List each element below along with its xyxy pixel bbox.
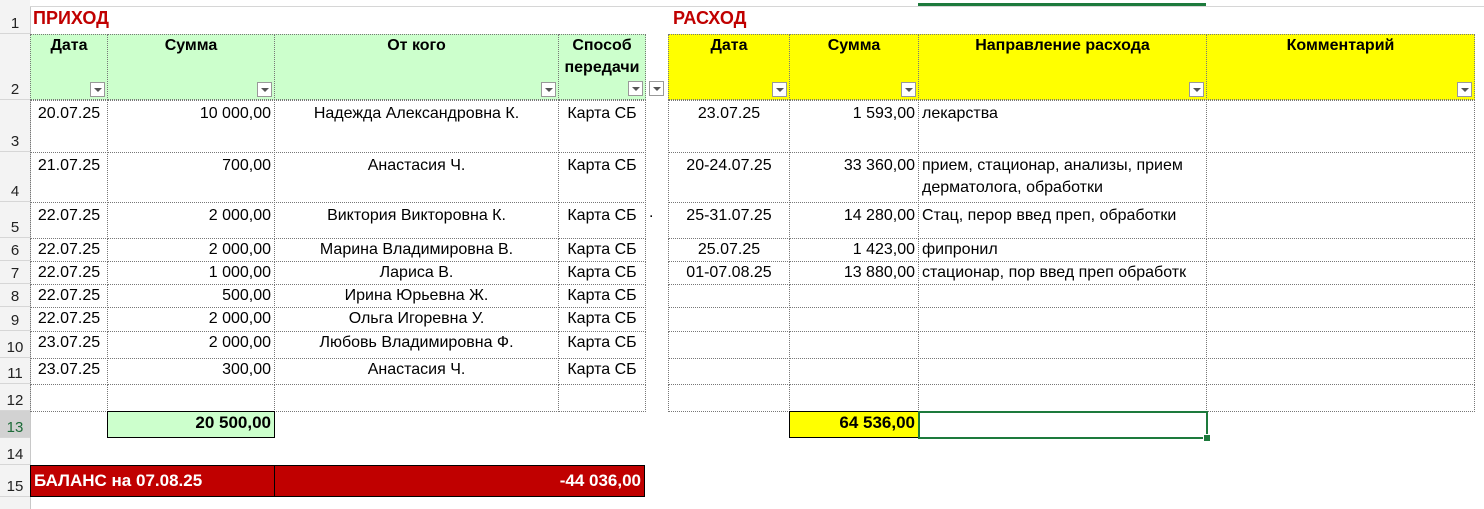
empty-cell[interactable] — [789, 358, 919, 385]
empty-cell[interactable] — [789, 307, 919, 332]
income-from-cell[interactable]: Виктория Викторовна К. — [274, 202, 559, 239]
row-number[interactable]: 5 — [0, 202, 30, 238]
row-number[interactable]: 8 — [0, 284, 30, 307]
expense-comment-cell[interactable] — [1206, 238, 1475, 262]
row-number[interactable]: 12 — [0, 384, 30, 411]
row-number[interactable]: 1 — [0, 6, 30, 34]
expense-comment-cell[interactable] — [1206, 261, 1475, 285]
empty-cell[interactable] — [668, 358, 790, 385]
empty-cell[interactable] — [1206, 384, 1475, 412]
income-from-cell[interactable]: Анастасия Ч. — [274, 152, 559, 203]
income-title: ПРИХОД — [33, 8, 110, 28]
income-date-cell[interactable]: 23.07.25 — [30, 331, 108, 359]
income-method-cell[interactable]: Карта СБ — [558, 307, 646, 332]
income-total-cell[interactable]: 20 500,00 — [107, 411, 275, 438]
income-date-cell[interactable]: 23.07.25 — [30, 358, 108, 385]
expense-header-sum[interactable]: Сумма — [789, 34, 919, 100]
filter-dropdown-icon[interactable] — [901, 82, 916, 97]
stray-mark: . — [649, 204, 654, 221]
income-method-cell[interactable]: Карта СБ — [558, 358, 646, 385]
row-number[interactable]: 11 — [0, 358, 30, 384]
income-date-cell[interactable]: 22.07.25 — [30, 307, 108, 332]
expense-date-cell[interactable]: 23.07.25 — [668, 100, 790, 153]
income-method-cell[interactable]: Карта СБ — [558, 261, 646, 285]
income-date-cell[interactable]: 22.07.25 — [30, 284, 108, 308]
income-from-cell[interactable]: Ольга Игоревна У. — [274, 307, 559, 332]
income-sum-cell[interactable]: 2 000,00 — [107, 202, 275, 239]
filter-dropdown-icon[interactable] — [541, 82, 556, 97]
expense-direction-cell[interactable]: стационар, пор введ преп обработк — [918, 261, 1207, 285]
empty-cell[interactable] — [107, 384, 275, 412]
empty-cell[interactable] — [274, 384, 559, 412]
income-method-cell[interactable]: Карта СБ — [558, 100, 646, 153]
expense-direction-cell[interactable]: прием, стационар, анализы, прием дерматолога, обработки — [918, 152, 1207, 203]
expense-sum-cell[interactable]: 14 280,00 — [789, 202, 919, 239]
empty-cell[interactable] — [1206, 331, 1475, 359]
expense-header-date[interactable]: Дата — [668, 34, 790, 100]
income-header-sum[interactable]: Сумма — [107, 34, 275, 100]
income-sum-cell[interactable]: 1 000,00 — [107, 261, 275, 285]
income-date-cell[interactable]: 20.07.25 — [30, 100, 108, 153]
balance-label-cell[interactable]: БАЛАНС на 07.08.25 — [30, 465, 275, 497]
income-header-date[interactable]: Дата — [30, 34, 108, 100]
expense-header-direction[interactable]: Направление расхода — [918, 34, 1207, 100]
filter-dropdown-icon[interactable] — [772, 82, 787, 97]
row-number[interactable]: 15 — [0, 465, 30, 497]
empty-cell[interactable] — [1206, 307, 1475, 332]
expense-date-cell[interactable]: 20-24.07.25 — [668, 152, 790, 203]
selected-cell[interactable] — [918, 411, 1208, 439]
filter-dropdown-icon[interactable] — [90, 82, 105, 97]
empty-cell[interactable] — [789, 284, 919, 308]
expense-sum-cell[interactable]: 33 360,00 — [789, 152, 919, 203]
selected-column-indicator — [918, 3, 1206, 6]
row-number[interactable]: 10 — [0, 331, 30, 358]
income-sum-cell[interactable]: 10 000,00 — [107, 100, 275, 153]
empty-cell[interactable] — [789, 384, 919, 412]
row-number-selected[interactable]: 13 — [0, 411, 30, 438]
empty-cell[interactable] — [918, 331, 1207, 359]
income-method-cell[interactable]: Карта СБ — [558, 331, 646, 359]
column-header-strip — [30, 0, 1484, 7]
filter-dropdown-icon[interactable] — [649, 81, 664, 96]
expense-date-cell[interactable]: 25.07.25 — [668, 238, 790, 262]
empty-cell[interactable] — [668, 284, 790, 308]
expense-sum-cell[interactable]: 1 423,00 — [789, 238, 919, 262]
empty-cell[interactable] — [668, 307, 790, 332]
empty-cell[interactable] — [558, 384, 646, 412]
income-sum-cell[interactable]: 2 000,00 — [107, 331, 275, 359]
income-method-cell[interactable]: Карта СБ — [558, 284, 646, 308]
income-from-cell[interactable]: Ирина Юрьевна Ж. — [274, 284, 559, 308]
income-from-cell[interactable]: Любовь Владимировна Ф. — [274, 331, 559, 359]
income-date-cell[interactable]: 22.07.25 — [30, 238, 108, 262]
row-number[interactable]: 9 — [0, 307, 30, 331]
expense-comment-cell[interactable] — [1206, 202, 1475, 239]
income-sum-cell[interactable]: 700,00 — [107, 152, 275, 203]
empty-cell[interactable] — [918, 384, 1207, 412]
income-from-cell[interactable]: Надежда Александровна К. — [274, 100, 559, 153]
expense-direction-cell[interactable]: фипронил — [918, 238, 1207, 262]
row-number[interactable]: 3 — [0, 100, 30, 152]
expense-direction-cell[interactable]: лекарства — [918, 100, 1207, 153]
empty-cell[interactable] — [668, 331, 790, 359]
expense-direction-cell[interactable]: Стац, перор введ преп, обработки — [918, 202, 1207, 239]
empty-cell[interactable] — [1206, 284, 1475, 308]
expense-date-cell[interactable]: 25-31.07.25 — [668, 202, 790, 239]
empty-cell[interactable] — [789, 331, 919, 359]
income-method-cell[interactable]: Карта СБ — [558, 152, 646, 203]
row-number[interactable]: 2 — [0, 34, 30, 100]
balance-value-cell[interactable]: -44 036,00 — [274, 465, 645, 497]
row-number[interactable]: 14 — [0, 438, 30, 465]
income-sum-cell[interactable]: 2 000,00 — [107, 238, 275, 262]
expense-total-cell[interactable]: 64 536,00 — [789, 411, 919, 438]
expense-sum-cell[interactable]: 1 593,00 — [789, 100, 919, 153]
income-header-method[interactable]: Способ передачи — [558, 34, 646, 100]
income-method-cell[interactable]: Карта СБ — [558, 238, 646, 262]
income-sum-cell[interactable]: 300,00 — [107, 358, 275, 385]
income-date-cell[interactable]: 21.07.25 — [30, 152, 108, 203]
expense-comment-cell[interactable] — [1206, 100, 1475, 153]
row-number[interactable]: 7 — [0, 261, 30, 284]
expense-title: РАСХОД — [673, 8, 747, 28]
empty-cell[interactable] — [918, 307, 1207, 332]
filter-dropdown-icon[interactable] — [1457, 82, 1472, 97]
filter-dropdown-icon[interactable] — [1189, 82, 1204, 97]
expense-header-comment[interactable]: Комментарий — [1206, 34, 1475, 100]
fill-handle[interactable] — [1203, 434, 1211, 442]
filter-dropdown-icon[interactable] — [257, 82, 272, 97]
expense-comment-cell[interactable] — [1206, 152, 1475, 203]
expense-date-cell[interactable]: 01-07.08.25 — [668, 261, 790, 285]
empty-cell[interactable] — [918, 284, 1207, 308]
empty-cell[interactable] — [1206, 358, 1475, 385]
empty-cell[interactable] — [668, 384, 790, 412]
income-method-cell[interactable]: Карта СБ — [558, 202, 646, 239]
expense-sum-cell[interactable]: 13 880,00 — [789, 261, 919, 285]
row-number[interactable]: 4 — [0, 152, 30, 202]
income-from-cell[interactable]: Марина Владимировна В. — [274, 238, 559, 262]
row-number[interactable]: 6 — [0, 238, 30, 261]
empty-cell[interactable] — [30, 384, 108, 412]
income-date-cell[interactable]: 22.07.25 — [30, 202, 108, 239]
income-from-cell[interactable]: Анастасия Ч. — [274, 358, 559, 385]
empty-cell[interactable] — [918, 358, 1207, 385]
income-sum-cell[interactable]: 500,00 — [107, 284, 275, 308]
income-sum-cell[interactable]: 2 000,00 — [107, 307, 275, 332]
filter-dropdown-icon[interactable] — [628, 81, 643, 96]
income-header-from[interactable]: От кого — [274, 34, 559, 100]
income-from-cell[interactable]: Лариса В. — [274, 261, 559, 285]
income-date-cell[interactable]: 22.07.25 — [30, 261, 108, 285]
